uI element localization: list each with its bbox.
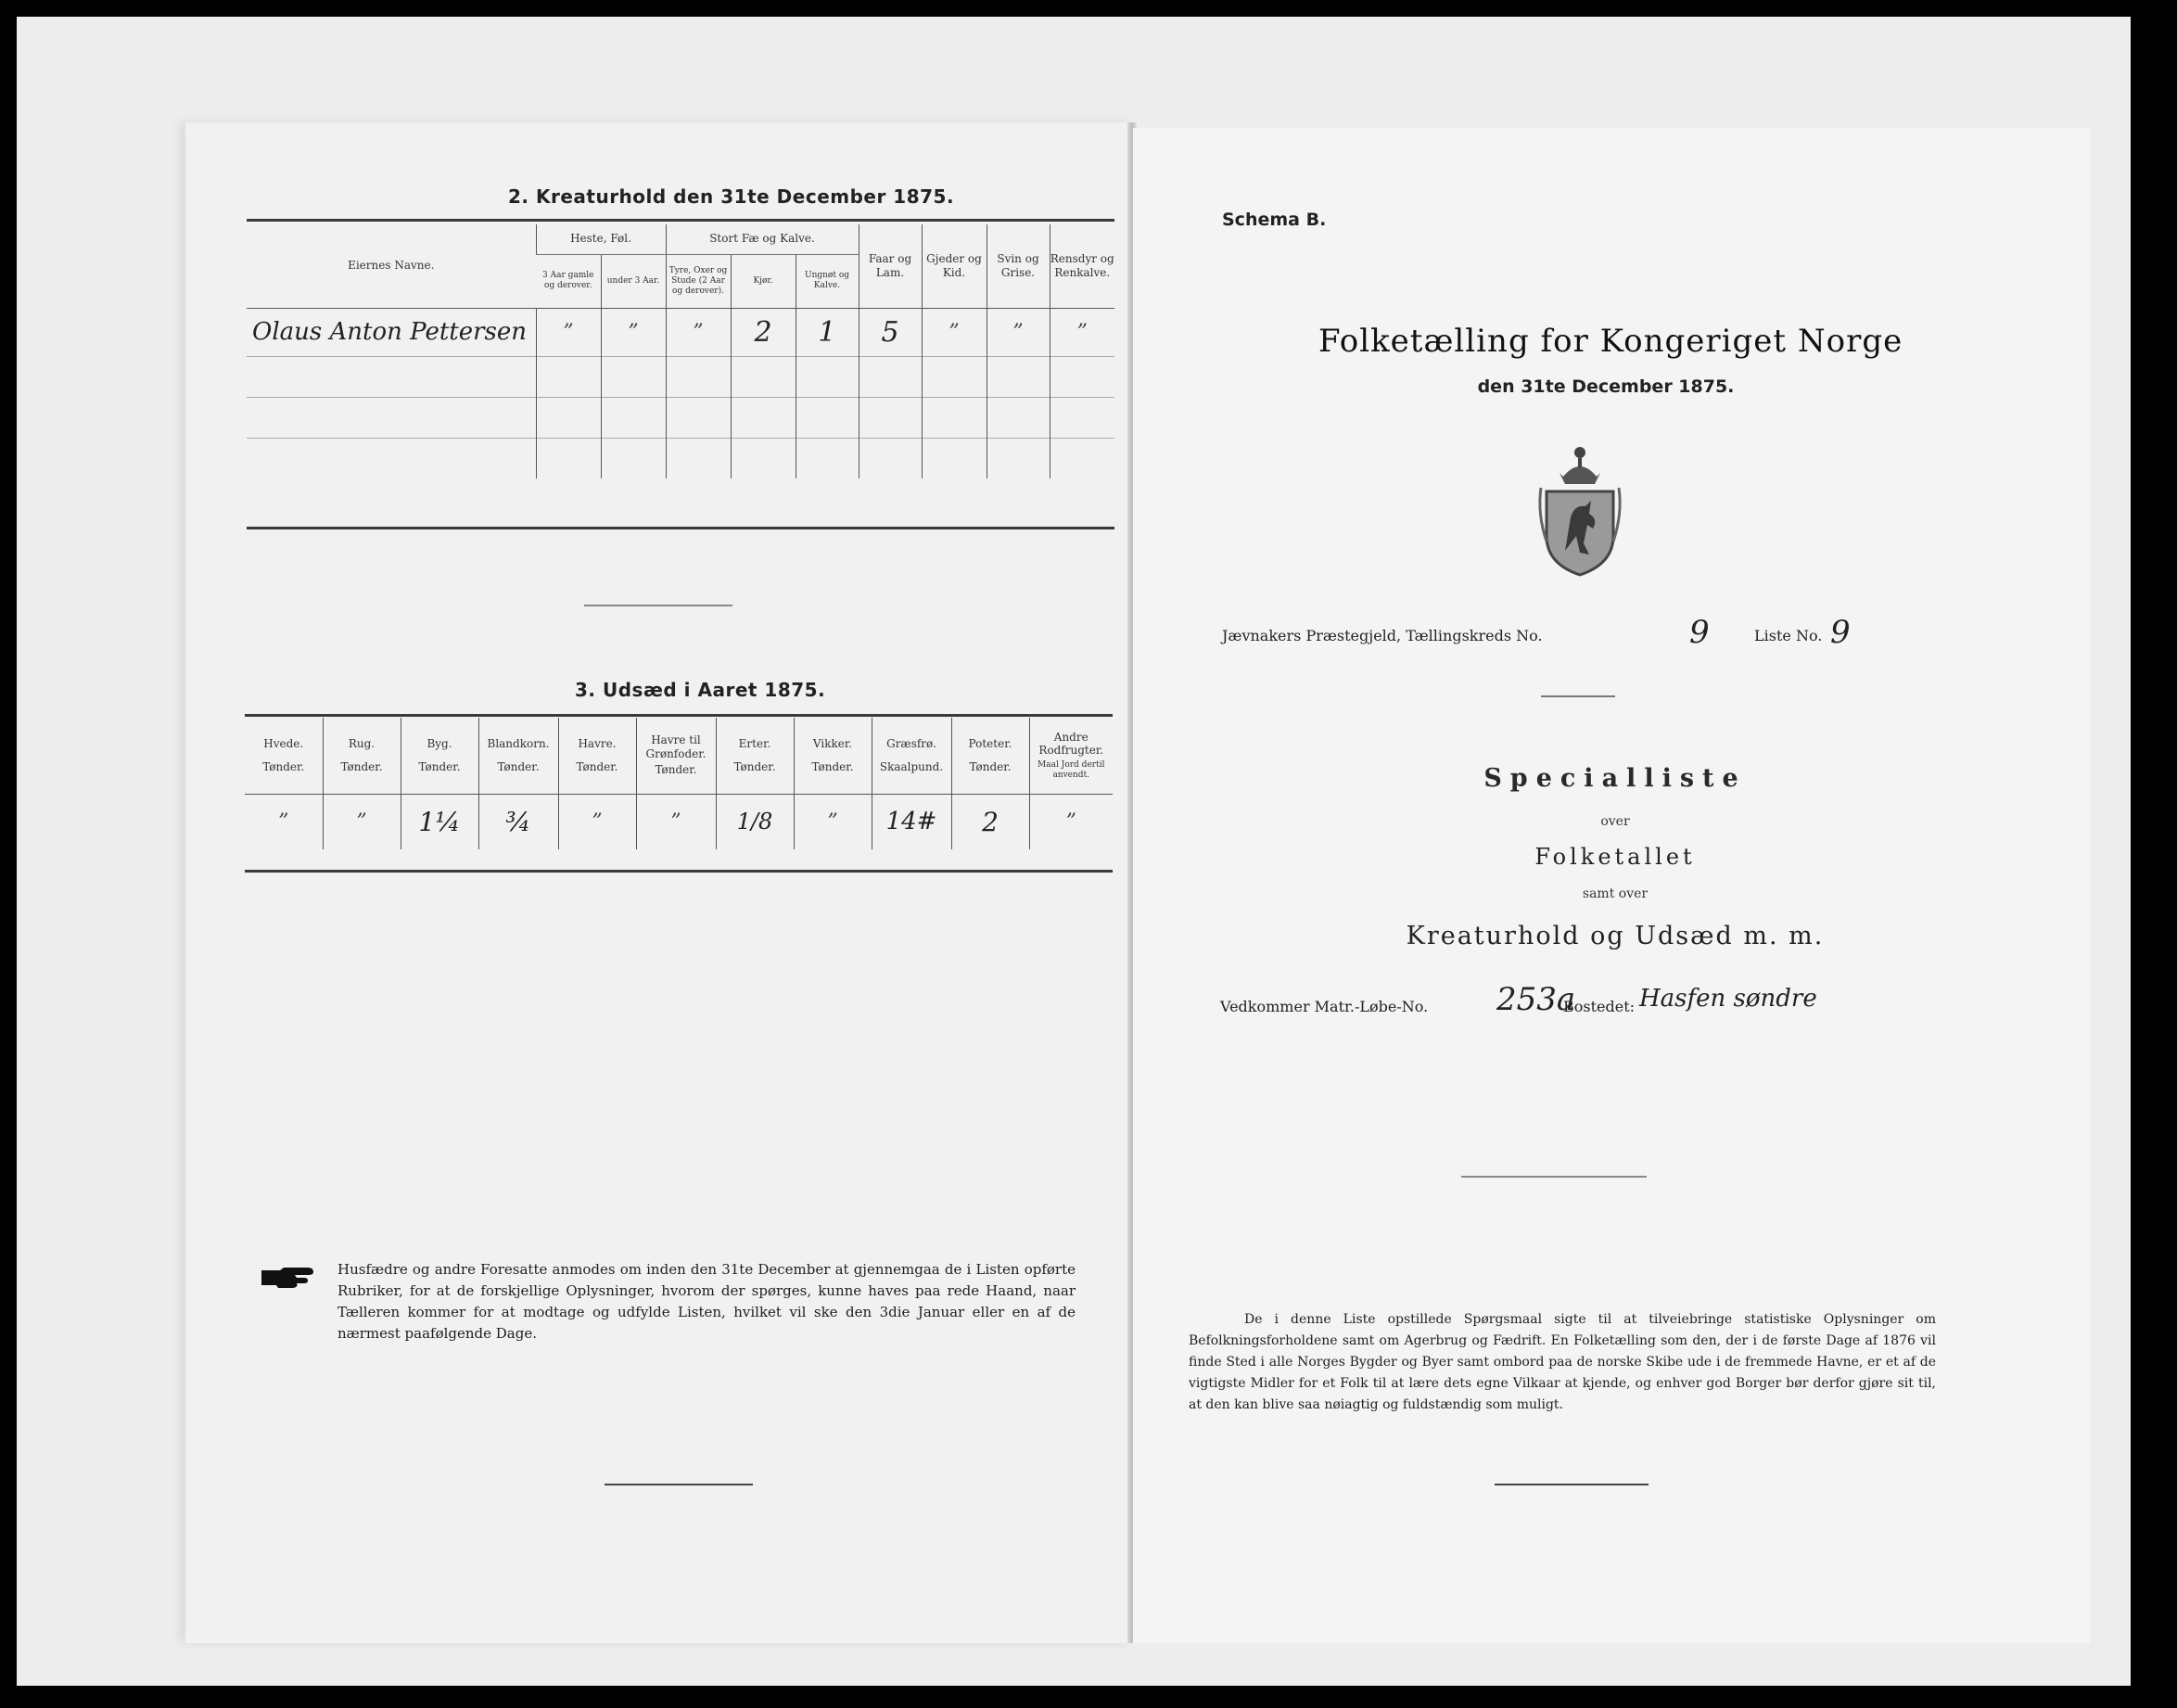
col-byg-unit: Tønder. xyxy=(418,759,461,773)
val-byg: 1¼ xyxy=(401,794,478,849)
col-rug-unit: Tønder. xyxy=(340,759,383,773)
val-graesfro: 14# xyxy=(872,794,951,849)
header-faar: Faar og Lam. xyxy=(859,224,922,308)
col-poteter-unit: Tønder. xyxy=(969,759,1012,773)
cell-ungnot: 1 xyxy=(796,308,859,356)
folketallet-label: Folketallet xyxy=(1534,844,1696,870)
left-page xyxy=(185,122,1133,1643)
right-bottom-rule xyxy=(1495,1484,1649,1485)
section-3-title: 3. Udsæd i Aaret 1875. xyxy=(575,679,826,701)
col-vikker-unit: Tønder. xyxy=(811,759,854,773)
col-graesfro xyxy=(872,718,951,794)
col-blandkorn xyxy=(478,718,558,794)
over-label: over xyxy=(1600,814,1630,829)
col-erter xyxy=(716,718,794,794)
header-tyre: Tyre, Oxer og Stude (2 Aar og derover). xyxy=(666,254,731,308)
livestock-table xyxy=(247,224,1114,478)
cell-svin: ” xyxy=(987,308,1050,356)
header-kjor: Kjør. xyxy=(731,254,796,308)
col-havre-unit: Tønder. xyxy=(576,759,618,773)
val-blandkorn: ¾ xyxy=(478,794,558,849)
household-note: Husfædre og andre Foresatte anmodes om inden den 31te December at gjennemgaa de i Listen opførte Rubriker, for at de forskjellige Oplysninger, hvorom der spørges, kunne haves paa rede Haand, naar Tælleren kommer for at modtage og udfylde Listen, hvilket vil ske den 3die Januar eller en af de nærmest paafølgende Dage. xyxy=(337,1261,1076,1342)
samt-over-label: samt over xyxy=(1582,886,1649,901)
col-blandkorn-unit: Tønder. xyxy=(497,759,540,773)
header-heste-3aar: 3 Aar gamle og derover. xyxy=(542,271,594,290)
cell-gjeder: ” xyxy=(922,308,987,356)
table-top-rule xyxy=(247,219,1114,222)
col-havre xyxy=(558,718,636,794)
col-hvede-unit: Tønder. xyxy=(262,759,305,773)
census-subtitle: den 31te December 1875. xyxy=(1477,376,1735,397)
coat-of-arms-icon xyxy=(1534,440,1626,579)
mid-divider xyxy=(1461,1176,1647,1178)
col-havre-gronfoder-unit: Tønder. xyxy=(655,763,697,777)
val-hvede: ” xyxy=(278,809,289,834)
small-divider xyxy=(1541,695,1615,697)
header-owner: Eiernes Navne. xyxy=(348,259,435,273)
cell-kjor: 2 xyxy=(731,308,796,356)
census-title: Folketælling for Kongeriget Norge xyxy=(1318,323,1903,360)
cell-rensdyr: ” xyxy=(1050,308,1114,356)
col-rug-label: Rug. xyxy=(348,736,376,750)
col-hvede xyxy=(245,718,323,794)
parish-label: Jævnakers Præstegjeld, Tællingskreds No. xyxy=(1222,627,1543,644)
liste-label: Liste No. xyxy=(1754,627,1823,644)
info-paragraph: De i denne Liste opstillede Spørgsmaal sigte til at tilveiebringe statistiske Oplysninger om Befolkningsforholdene samt om Agerbrug og Fædrift. En Folketælling som den, der i de første Dage af 1876 vil finde Sted i alle Norges Bygder og Byer samt ombord paa de norske Skibe ude i de fremmede Havne, er et af de vigtigste Midler for et Folk til at lære dets egne Vilkaar at kjende, og enhver god Borger bør derfor gjøre sit til, at den kan blive saa nøiagtig og fuldstændig som muligt. xyxy=(1189,1312,1936,1412)
pointing-hand-icon xyxy=(260,1265,315,1291)
cell-heste-3aar: ” xyxy=(536,308,601,356)
bostedet-label: Bostedet: xyxy=(1563,998,1636,1015)
header-rensdyr: Rensdyr og Renkalve. xyxy=(1050,224,1114,308)
separator-rule xyxy=(584,605,732,606)
col-havre-gronfoder-label: Havre til Grønfoder. xyxy=(645,733,707,761)
col-erter-label: Erter. xyxy=(738,736,771,750)
col-byg xyxy=(401,718,478,794)
cell-heste-under3: ” xyxy=(601,308,666,356)
owner-name: Olaus Anton Pettersen xyxy=(252,318,528,346)
col-poteter-label: Poteter. xyxy=(968,736,1012,750)
col-andre-label: Andre Rodfrugter. xyxy=(1038,730,1104,757)
header-svin: Svin og Grise. xyxy=(987,224,1050,308)
col-hvede-label: Hvede. xyxy=(263,736,304,750)
col-vikker-label: Vikker. xyxy=(812,736,853,750)
col-blandkorn-label: Blandkorn. xyxy=(487,736,550,750)
val-havre: ” xyxy=(558,794,636,849)
sowing-table-top-rule xyxy=(245,714,1113,717)
header-gjeder: Gjeder og Kid. xyxy=(922,224,987,308)
right-page xyxy=(1133,128,2090,1643)
col-byg-label: Byg. xyxy=(426,736,452,750)
val-rug: ” xyxy=(323,794,401,849)
col-erter-unit: Tønder. xyxy=(733,759,776,773)
tallingskreds-value: 9 xyxy=(1689,614,1710,651)
left-bottom-rule xyxy=(605,1484,753,1485)
liste-value: 9 xyxy=(1830,614,1851,651)
col-havre-label: Havre. xyxy=(578,736,617,750)
col-rug xyxy=(323,718,401,794)
val-havre-gronfoder: ” xyxy=(636,794,716,849)
matr-value: 253a xyxy=(1496,981,1576,1018)
col-vikker xyxy=(794,718,872,794)
kreaturhold-label: Kreaturhold og Udsæd m. m. xyxy=(1406,922,1825,950)
header-stort-fae: Stort Fæ og Kalve. xyxy=(666,224,859,254)
col-graesfro-label: Græsfrø. xyxy=(886,736,936,750)
header-ungnot: Ungnøt og Kalve. xyxy=(796,254,859,308)
col-andre-rodfrugter xyxy=(1029,718,1113,794)
col-andre-unit: Maal Jord dertil anvendt. xyxy=(1038,759,1105,780)
sowing-table xyxy=(245,718,1113,849)
cell-faar: 5 xyxy=(859,308,922,356)
section-2-title: 2. Kreaturhold den 31te December 1875. xyxy=(508,185,955,208)
col-poteter xyxy=(951,718,1029,794)
matr-label: Vedkommer Matr.-Løbe-No. xyxy=(1220,998,1429,1015)
col-graesfro-unit: Skaalpund. xyxy=(879,759,944,773)
val-vikker: ” xyxy=(794,794,872,849)
bostedet-value: Hasfen søndre xyxy=(1639,985,1817,1013)
sowing-table-bottom-rule xyxy=(245,870,1113,873)
table-bottom-rule xyxy=(247,527,1114,529)
cell-tyre: ” xyxy=(666,308,731,356)
val-andre: ” xyxy=(1029,794,1113,849)
val-poteter: 2 xyxy=(951,794,1029,849)
val-erter: 1/8 xyxy=(716,794,794,849)
header-heste: Heste, Føl. xyxy=(536,224,666,254)
col-havre-gronfoder xyxy=(636,718,716,794)
schema-label: Schema B. xyxy=(1222,210,1327,230)
header-heste-under3: under 3 Aar. xyxy=(601,254,666,308)
specialliste-title: Specialliste xyxy=(1483,764,1747,793)
